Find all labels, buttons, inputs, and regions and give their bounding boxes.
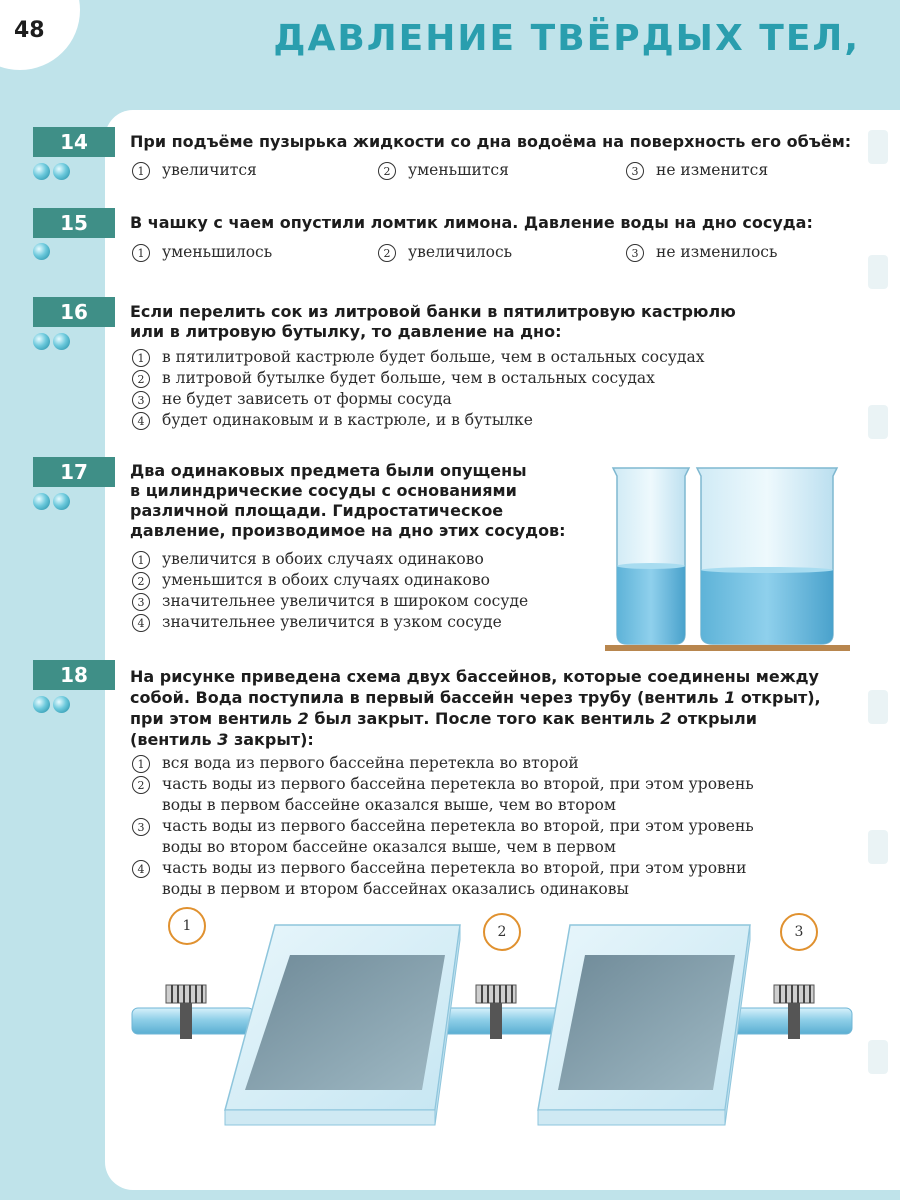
answer-option — [378, 160, 509, 181]
option-marker: 3 — [132, 593, 150, 611]
answer-option — [132, 774, 754, 816]
option-text: уменьшится в обоих случаях одинаково — [162, 571, 490, 589]
difficulty-dot — [33, 493, 50, 510]
question-number: 14 — [33, 127, 115, 157]
option-text: значительнее увеличится в узком сосуде — [162, 613, 502, 631]
option-text: значительнее увеличится в широком сосуде — [162, 592, 529, 610]
question-text: При подъёме пузырька жидкости со дна водоёма на поверхность его объём: — [130, 132, 852, 151]
option-text — [162, 774, 754, 816]
difficulty-dot — [33, 243, 50, 260]
option-text: в литровой бутылке будет больше, чем в остальных сосудах — [162, 369, 655, 387]
shelf — [605, 645, 850, 651]
question-text-line — [130, 708, 821, 729]
valve-ref: 2 — [297, 709, 309, 728]
edge-decoration — [868, 830, 888, 864]
question-text-line: различной площади. Гидростатическое — [130, 501, 504, 520]
question-text-line: в цилиндрические сосуды с основаниями — [130, 481, 517, 500]
question-text: В чашку с чаем опустили ломтик лимона. Давление воды на дно сосуда: — [130, 213, 813, 232]
option-text — [162, 816, 754, 858]
question-number: 15 — [33, 208, 115, 238]
difficulty-dots — [33, 333, 70, 350]
question-text-line — [130, 687, 821, 708]
option-text: увеличится — [162, 161, 257, 179]
difficulty-dots — [33, 696, 70, 713]
question-number: 18 — [33, 660, 115, 690]
valve-ref: 2 — [660, 709, 672, 728]
option-line: вся вода из первого бассейна перетекла во второй — [162, 754, 579, 772]
option-marker: 3 — [132, 391, 150, 409]
text-fragment: открыт), — [735, 688, 821, 707]
difficulty-dots — [33, 163, 70, 180]
inlet-pipe — [132, 1008, 254, 1034]
answer-option — [132, 591, 528, 612]
option-text: в пятилитровой кастрюле будет больше, чем в остальных сосудах — [162, 348, 705, 366]
option-marker: 4 — [132, 860, 150, 878]
option-text — [162, 753, 579, 774]
text-fragment: открыли — [671, 709, 757, 728]
answer-option — [626, 242, 777, 263]
option-marker: 1 — [132, 349, 150, 367]
question-text-line — [130, 729, 821, 750]
option-text: будет одинаковым и в кастрюле, и в бутылке — [162, 411, 533, 429]
difficulty-dots — [33, 493, 70, 510]
option-marker: 3 — [132, 818, 150, 836]
edge-decoration — [868, 255, 888, 289]
valve-label: 2 — [483, 913, 521, 951]
option-text: увеличилось — [408, 243, 513, 261]
edge-decoration — [868, 130, 888, 164]
option-line: часть воды из первого бассейна перетекла во второй, при этом уровень — [162, 775, 754, 793]
difficulty-dot — [53, 163, 70, 180]
option-marker: 3 — [626, 162, 644, 180]
difficulty-dots — [33, 243, 50, 260]
option-marker: 2 — [378, 162, 396, 180]
text-fragment: собой. Вода поступила в первый бассейн через трубу (вентиль — [130, 688, 725, 707]
question-text-line: давление, производимое на дно этих сосудов: — [130, 521, 566, 540]
text-fragment: закрыт): — [228, 730, 314, 749]
option-marker: 1 — [132, 162, 150, 180]
question-text-line: Два одинаковых предмета были опущены — [130, 461, 527, 480]
wide-beaker — [697, 468, 837, 644]
difficulty-dot — [53, 696, 70, 713]
text-fragment: при этом вентиль — [130, 709, 298, 728]
answer-option — [132, 858, 746, 900]
beakers-illustration — [605, 462, 855, 652]
answer-option — [132, 410, 533, 431]
question-text — [130, 461, 566, 541]
option-marker: 1 — [132, 551, 150, 569]
option-marker: 3 — [626, 244, 644, 262]
edge-decoration — [868, 690, 888, 724]
answer-option — [378, 242, 512, 263]
option-marker: 1 — [132, 755, 150, 773]
page-number: 48 — [14, 18, 45, 43]
text-fragment: (вентиль — [130, 730, 218, 749]
valve-ref: 1 — [724, 688, 736, 707]
text-fragment: был закрыт. После того как вентиль — [308, 709, 661, 728]
difficulty-dot — [33, 696, 50, 713]
difficulty-dot — [33, 163, 50, 180]
option-line: воды в первом и втором бассейнах оказались одинаковы — [162, 880, 629, 898]
option-line: часть воды из первого бассейна перетекла во второй, при этом уровни — [162, 859, 747, 877]
question-number: 17 — [33, 457, 115, 487]
option-text: уменьшится — [408, 161, 509, 179]
edge-decoration — [868, 1040, 888, 1074]
option-marker: 2 — [132, 572, 150, 590]
difficulty-dot — [53, 493, 70, 510]
option-marker: 4 — [132, 614, 150, 632]
difficulty-dot — [33, 333, 50, 350]
option-line: часть воды из первого бассейна перетекла во второй, при этом уровень — [162, 817, 754, 835]
narrow-beaker — [613, 468, 689, 644]
edge-decoration — [868, 405, 888, 439]
answer-option — [132, 368, 655, 389]
answer-option — [626, 160, 768, 181]
option-marker: 2 — [132, 776, 150, 794]
option-text — [162, 858, 746, 900]
option-marker: 2 — [378, 244, 396, 262]
page-title: ДАВЛЕНИЕ ТВЁРДЫХ ТЕЛ, — [273, 18, 860, 59]
option-marker: 2 — [132, 370, 150, 388]
option-text: увеличится в обоих случаях одинаково — [162, 550, 484, 568]
answer-option — [132, 816, 754, 858]
answer-option — [132, 753, 579, 774]
pool-2 — [538, 925, 750, 1125]
option-text: уменьшилось — [162, 243, 273, 261]
question-text-line: На рисунке приведена схема двух бассейнов, которые соединены между — [130, 667, 819, 686]
question-text — [130, 666, 821, 750]
answer-option — [132, 160, 257, 181]
option-text: не изменится — [656, 161, 769, 179]
question-text-line: Если перелить сок из литровой банки в пятилитровую кастрюлю — [130, 302, 736, 321]
answer-option — [132, 347, 704, 368]
option-text: не изменилось — [656, 243, 778, 261]
question-text-line: или в литровую бутылку, то давление на дно: — [130, 322, 562, 341]
pool-1 — [225, 925, 460, 1125]
answer-option — [132, 549, 484, 570]
option-line: воды во втором бассейне оказался выше, чем в первом — [162, 838, 616, 856]
difficulty-dot — [53, 333, 70, 350]
option-line: воды в первом бассейне оказался выше, чем во втором — [162, 796, 616, 814]
valve-label: 1 — [168, 907, 206, 945]
valve-label: 3 — [780, 913, 818, 951]
answer-option — [132, 612, 502, 633]
answer-option — [132, 242, 272, 263]
valve-ref: 3 — [217, 730, 229, 749]
answer-option — [132, 389, 452, 410]
option-marker: 4 — [132, 412, 150, 430]
option-marker: 1 — [132, 244, 150, 262]
question-number: 16 — [33, 297, 115, 327]
answer-option — [132, 570, 490, 591]
question-text — [130, 302, 736, 342]
option-text: не будет зависеть от формы сосуда — [162, 390, 452, 408]
